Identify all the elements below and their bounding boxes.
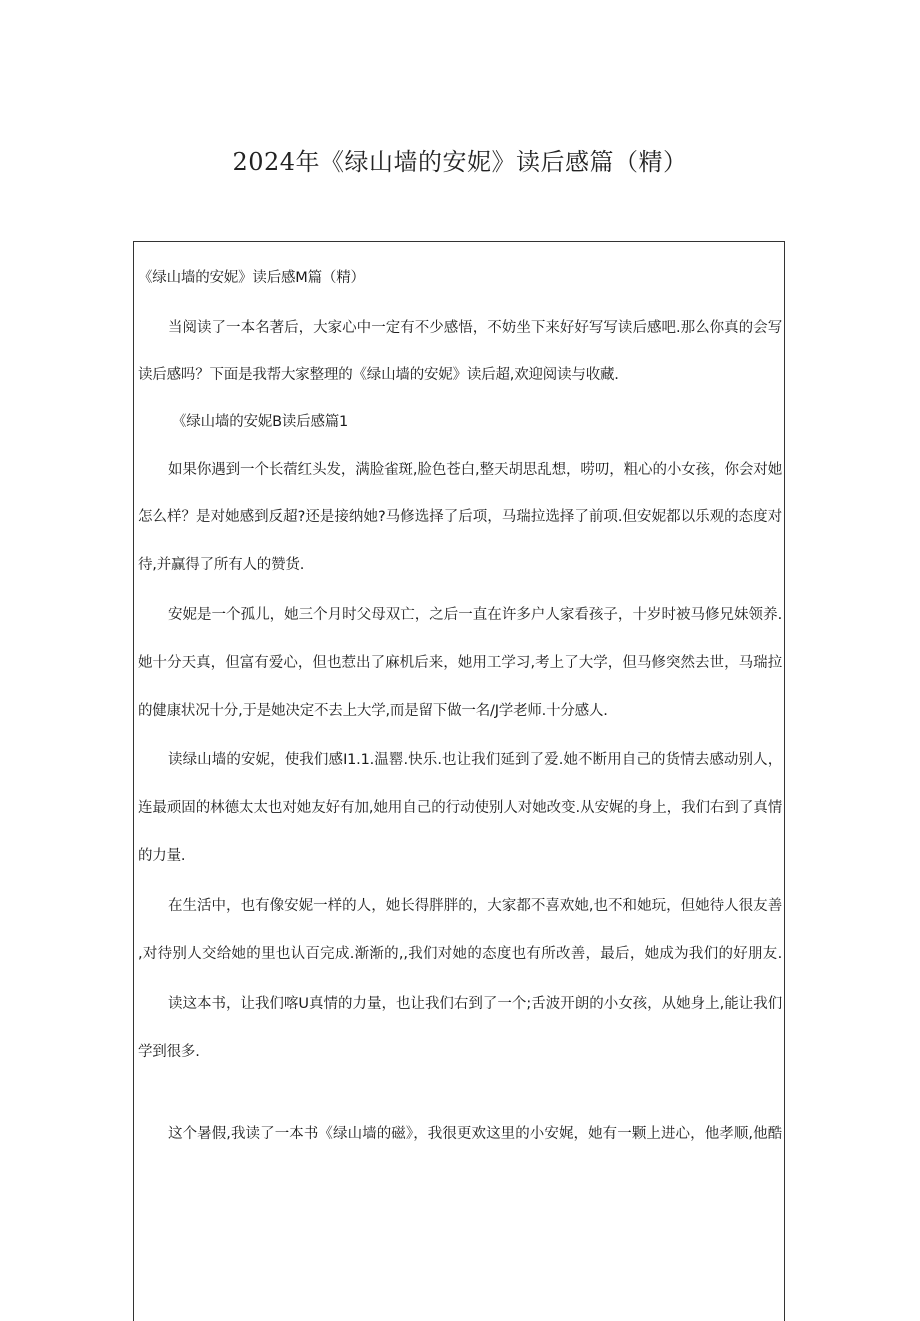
paragraph-line: 连最顽固的林德太太也对她友好有加,她用自己的行动使别人对她改变.从安娓的身上，我们右到了真情 bbox=[138, 800, 782, 816]
intro-line-1: 当阅读了一本名著后，大家心中一定有不少感悟，不妨坐下来好好写写读后感吧.那么你真的会写 bbox=[168, 320, 782, 336]
paragraph-line: 读绿山墙的安妮，使我们感I1.1.温罂.快乐.也让我们延到了爱.她不断用自己的货情去感动别人， bbox=[168, 752, 782, 768]
content-frame bbox=[133, 241, 785, 1321]
paragraph-line: 学到很多. bbox=[138, 1044, 200, 1060]
paragraph-line: 如果你遇到一个长蓿红头发，满脸雀斑,脸色苍白,整天胡思乱想，唠叨，粗心的小女孩，你会对她 bbox=[168, 462, 782, 478]
paragraph-line: 怎么样？是对她感到反超?还是接纳她?马修选择了后项，马瑞拉选择了前项.但安妮都以乐观的态度对 bbox=[138, 509, 782, 525]
header-line: 《绿山墙的安妮》读后感M篇（精） bbox=[138, 270, 365, 286]
paragraph-line: ,对待别人交给她的里也认百完成.渐渐的,,我们对她的态度也有所改善，最后，她成为我们的好朋友. bbox=[138, 946, 782, 962]
paragraph-line: 读这本书，让我们喀U真情的力量，也让我们右到了一个;舌波开朗的小女孩，从她身上,能让我们 bbox=[168, 996, 782, 1012]
intro-line-2: 读后感吗？下面是我帮大家整理的《绿山墙的安妮》读后超,欢迎阅读与收藏. bbox=[138, 367, 619, 383]
paragraph-line: 这个暑假,我读了一本书《绿山墙的磁》，我很更欢这里的小安娓，她有一颗上进心，他孝顺,他酷 bbox=[168, 1126, 782, 1142]
paragraph-line: 待,并赢得了所有人的赞货. bbox=[138, 557, 305, 573]
paragraph-line: 安妮是一个孤儿，她三个月时父母双亡，之后一直在许多户人家看孩子，十岁时被马修兄妹领养. bbox=[168, 607, 782, 623]
document-title: 2024年《绿山墙的安妮》读后感篇（精） bbox=[232, 148, 688, 176]
paragraph-line: 她十分天真，但富有爱心，但也惹出了麻机后来，她用工学习,考上了大学，但马修突然去世，马瑞拉 bbox=[138, 655, 782, 671]
paragraph-line: 在生活中，也有像安妮一样的人，她长得胖胖的，大家都不喜欢她,也不和她玩，但她待人很友善 bbox=[168, 898, 782, 914]
paragraph-line: 的力量. bbox=[138, 848, 186, 864]
paragraph-line: 的健康状况十分,于是她决定不去上大学,而是留下做一名/J学老师.十分感人. bbox=[138, 703, 608, 719]
section-heading: 《绿山墙的安妮B读后感篇1 bbox=[172, 414, 349, 430]
